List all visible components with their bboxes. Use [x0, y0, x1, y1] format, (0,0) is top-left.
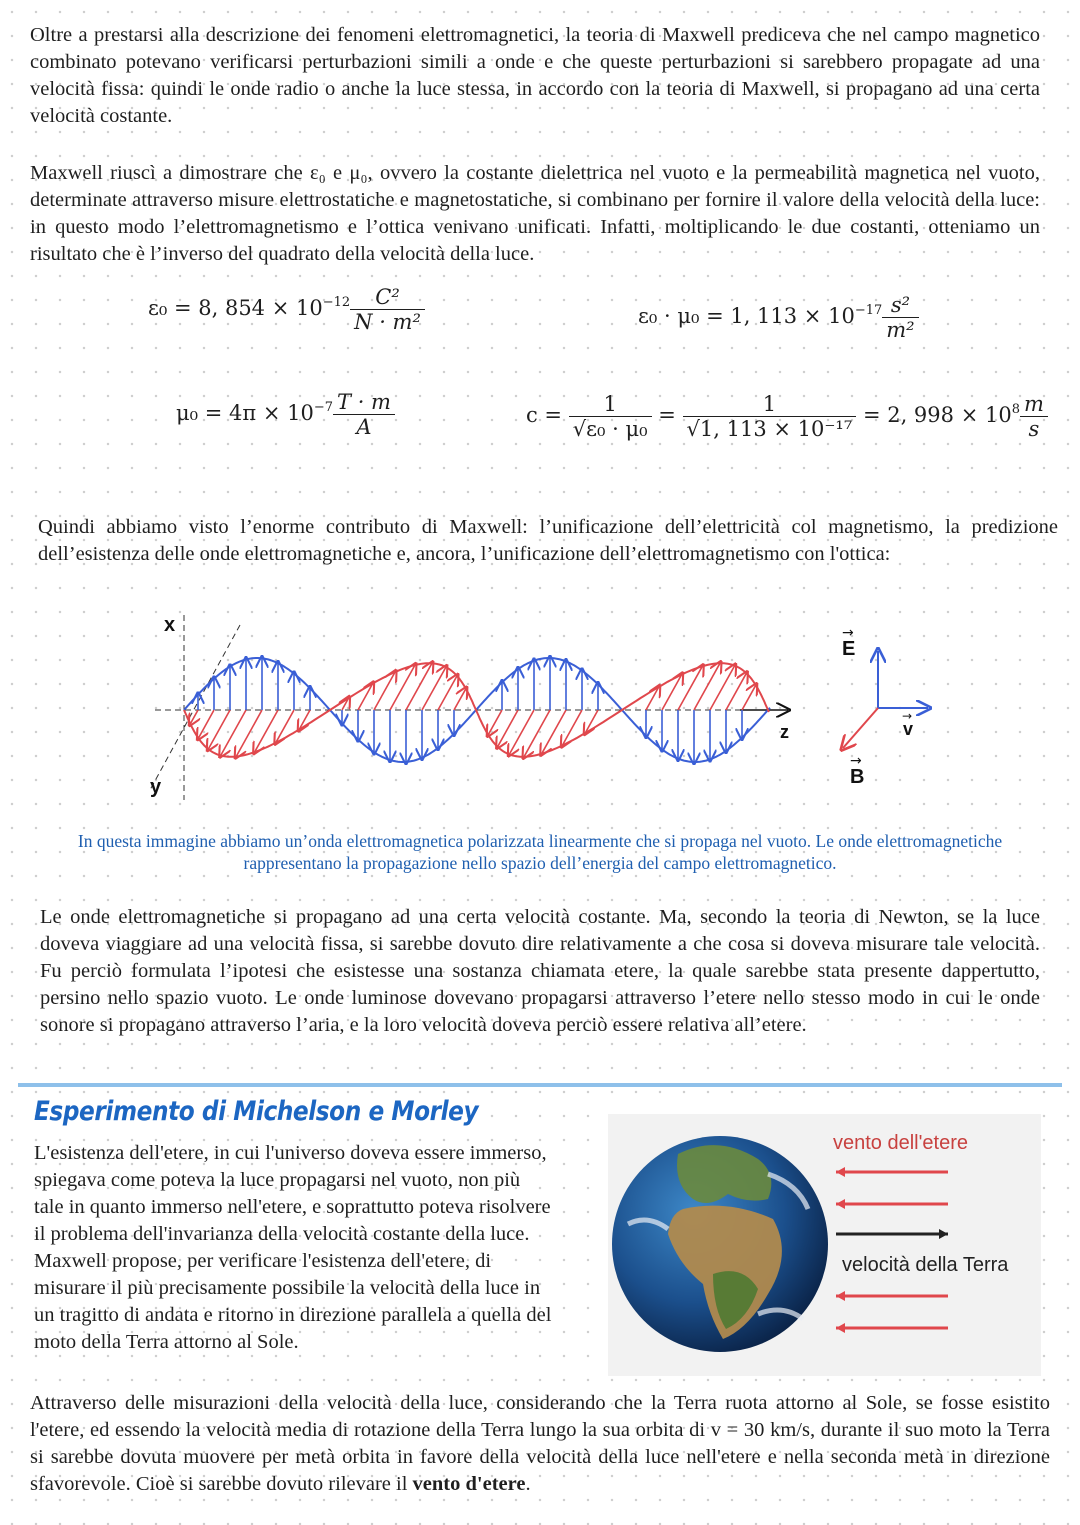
- b-vector: [843, 708, 878, 748]
- eq-mu-exp: −7: [313, 400, 334, 415]
- section-title: Esperimento di Michelson e Morley: [34, 1096, 479, 1127]
- x-axis-label: x: [164, 614, 176, 636]
- intro-paragraph: Oltre a prestarsi alla descrizione dei fenomeni elettromagnetici, la teoria di Maxwell prediceva che nel campo magnetico combinato potevano verificarsi perturbazioni simili a onde e che queste perturbazioni si sarebbero propagate ad una velocità fissa: quindi le onde radio o anche la luce stessa, in accordo con la teoria di Maxwell, si propagano ad una certa velocità costante.: [30, 24, 1040, 127]
- magnetic-field-arrow: [190, 710, 198, 724]
- y-axis-line: [150, 625, 240, 790]
- eq-product-den: m²: [882, 317, 918, 342]
- v-label-arrow-icon: →: [902, 709, 913, 723]
- arrowhead-icon: [939, 1229, 948, 1239]
- ether-wind-term: vento d'etere: [412, 1473, 526, 1495]
- ether-paragraph: Le onde elettromagnetiche si propagano ad una certa velocità costante. Ma, secondo la teoria di Newton, se la luce doveva viaggiare ad una velocità fissa, si sarebbe dovuto dire relativamente a che cosa si doveva misurare tale velocità. Fu perciò formulata l’ipotesi che esistesse una sostanza chiamata etere, la quale sarebbe stata presente dappertutto, persino nello spazio vuoto. Le onde luminose dovevano propagarsi attraverso l’etere nello stesso modo in cui le onde sonore si propagano attraverso l’aria, e la loro velocità doveva perciò essere relativa all’etere.: [40, 906, 1040, 1036]
- e-label: E: [842, 638, 856, 660]
- eq-product-exp: −17: [854, 303, 883, 318]
- eq-epsilon-exp: −12: [322, 295, 351, 310]
- magnetic-field-arrow: [542, 710, 566, 754]
- b-label: B: [850, 766, 865, 788]
- magnetic-field-arrow: [438, 676, 457, 710]
- e-label-arrow-icon: →: [842, 625, 854, 641]
- b-label-arrow-icon: →: [850, 753, 862, 769]
- equation-product: [638, 293, 919, 342]
- michelson-paragraph: L'esistenza dell'etere, in cui l'universo doveva essere immerso, spiegava come poteva la luce propagarsi nel vuoto, non più tale in quanto immerso nell'etere, e soprattutto poteva risolvere il problema dell'invarianza della velocità costante della luce. Maxwell propose, per verificare l'esistenza dell'etere, di misurare il più precisamente possibile la velocità della luce in un tragitto di andata e ritorno in direzione parallela a quella del moto della Terra attorno al Sole.: [34, 1142, 552, 1353]
- eq-epsilon-den: N · m²: [350, 309, 425, 334]
- measurement-paragraph: [30, 1390, 1050, 1498]
- eq-c-lhs: c =: [526, 403, 563, 427]
- earth-velocity-label: velocità della Terra: [842, 1254, 1009, 1276]
- eq-c-frac1-den: √ε₀ · μ₀: [569, 416, 652, 441]
- eq-c-frac2-num: 1: [762, 392, 777, 416]
- contribution-paragraph: Quindi abbiamo visto l’enorme contributo di Maxwell: l’unificazione dell’elettricità col magnetismo, la predizione dell’esistenza delle onde elettromagnetiche e, ancora, l’unificazione dell’elettromagnetismo con l'ottica:: [38, 516, 1058, 565]
- eq-product-num: s²: [890, 293, 911, 317]
- magnetic-field-arrow: [454, 689, 466, 710]
- ether-wind-label: vento dell'etere: [833, 1132, 969, 1154]
- maxwell-constants-paragraph: Maxwell riuscì a dimostrare che ε₀ e μ₀, ovvero la costante dielettrica nel vuoto e la permeabilità magnetica nel vuoto, determinate attraverso misure elettrostatiche e magnetostatiche, si combinano per fornire il valore della velocità della luce: in questo modo l’elettromagnetismo e l’ottica venivano unificati. Infatti, moltiplicando le due costanti, otteniamo un risultato che è l’inverso del quadrato della velocità della luce.: [30, 162, 1040, 265]
- eq-mu-lhs: μ₀ = 4π × 10: [176, 401, 314, 425]
- magnetic-field-arrow: [678, 666, 702, 710]
- equation-epsilon: [148, 285, 425, 334]
- eq-c-unit-den: s: [1020, 416, 1048, 441]
- arrowhead-icon: [836, 1167, 845, 1177]
- magnetic-field-arrow: [221, 710, 246, 756]
- eq-c-result-exp: 8: [1011, 402, 1020, 417]
- y-axis-label: y: [150, 776, 162, 798]
- arrowhead-icon: [836, 1199, 845, 1209]
- eq-mu-den: A: [333, 414, 395, 439]
- magnetic-field-arrow: [406, 663, 432, 710]
- em-wave-diagram: [0, 605, 1080, 825]
- measurement-end: .: [525, 1473, 531, 1495]
- arrowhead-icon: [836, 1323, 845, 1333]
- magnetic-field-arrow: [710, 666, 735, 710]
- magnetic-field-arrow: [524, 710, 550, 757]
- eq-epsilon-lhs: ε₀ = 8, 854 × 10: [148, 296, 323, 320]
- eq-product-lhs: ε₀ · μ₀ = 1, 113 × 10: [638, 304, 855, 328]
- measurement-text: Attraverso delle misurazioni della velocità della luce, considerando che la Terra ruota attorno al Sole, se fosse esistito l'etere, ed essendo la velocità media di rotazione della Terra lungo la sua orbita di v = 30 km/s, durante il suo moto la Terra si sarebbe dovuta muovere per metà orbita in favore della velocità della luce nell'etere e nella seconda metà in direzione sfavorevole. Cioè si sarebbe dovuto rilevare il: [30, 1392, 1050, 1495]
- magnetic-field-arrow: [726, 673, 746, 710]
- figure-caption: In questa immagine abbiamo un’onda elettromagnetica polarizzata linearmente che si propaga nel vuoto. Le onde elettromagnetiche rappresentano la propagazione nello spazio dell’energia del campo elettromagnetico.: [77, 831, 1003, 873]
- arrowhead-icon: [836, 1291, 845, 1301]
- ether-wind-arrows: [608, 1114, 1041, 1376]
- v-label: v: [903, 719, 914, 739]
- magnetic-field-arrow: [236, 710, 262, 757]
- magnetic-field-arrow: [488, 710, 502, 735]
- equation-light-speed: [526, 392, 1048, 441]
- magnetic-field-arrow: [498, 710, 518, 747]
- magnetic-field-arrow: [742, 685, 756, 710]
- magnetic-field-arrow: [509, 710, 534, 754]
- magnetic-field-arrow: [198, 710, 214, 738]
- eq-c-frac1-num: 1: [603, 392, 617, 416]
- earth-ether-figure: [608, 1114, 1041, 1376]
- eq-c-frac2-den: √1, 113 × 10⁻¹⁷: [683, 416, 857, 441]
- z-axis-label: z: [780, 722, 789, 742]
- section-divider: [18, 1083, 1062, 1087]
- eq-c-unit-num: m: [1023, 392, 1044, 416]
- magnetic-field-wave: [184, 663, 769, 757]
- equation-mu: [176, 390, 395, 439]
- eq-mu-num: T · m: [337, 390, 391, 414]
- eq-epsilon-num: C²: [375, 285, 400, 309]
- magnetic-field-arrow: [694, 663, 720, 710]
- eq-c-result: = 2, 998 × 10: [862, 403, 1012, 427]
- eq-c-equals: =: [658, 403, 676, 427]
